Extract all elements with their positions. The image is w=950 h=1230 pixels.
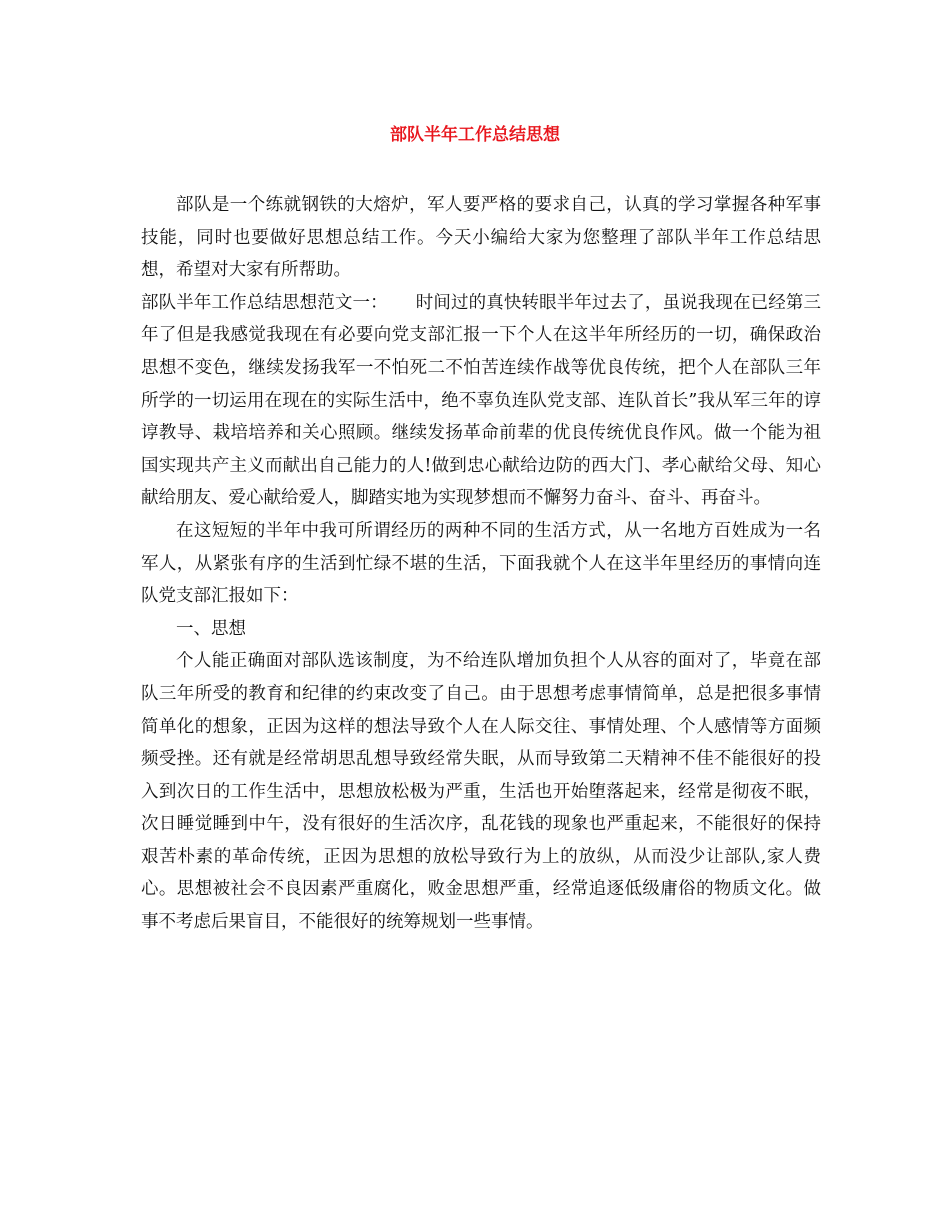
section-heading: 一、思想 bbox=[176, 618, 246, 639]
document-body bbox=[141, 189, 821, 939]
paragraph-1-text: 时间过的真快转眼半年过去了，虽说我现在已经第三年了但是我感觉我现在有必要向党支部汇报一下个人在这半年所经历的一切，确保政治思想不变色，继续发扬我军一不怕死二不怕苦连续作战等优良传统，把个人在部队三年所学的一切运用在现在的实际生活中，绝不辜负连队党支部、连队首长”我从军三年的谆谆教导、栽培培养和关心照顾。继续发扬革命前辈的优良传统优良作风。做一个能为祖国实现共产主义而献出自己能力的人!做到忠心献给边防的西大门、孝心献给父母、知心献给朋友、爱心献给爱人，脚踏实地为实现梦想而不懈努力奋斗、奋斗、再奋斗。 bbox=[141, 292, 821, 509]
intro-paragraph: 部队是一个练就钢铁的大熔炉，军人要严格的要求自己，认真的学习掌握各种军事技能，同时也要做好思想总结工作。今天小编给大家为您整理了部队半年工作总结思想，希望对大家有所帮助。 bbox=[141, 195, 821, 281]
paragraph-3: 个人能正确面对部队选该制度，为不给连队增加负担个人从容的面对了，毕竟在部队三年所受的教育和纪律的约束改变了自己。由于思想考虑事情简单，总是把很多事情简单化的想象，正因为这样的想法导致个人在人际交往、事情处理、个人感情等方面频频受挫。还有就是经常胡思乱想导致经常失眠，从而导致第二天精神不佳不能很好的投入到次日的工作生活中，思想放松极为严重，生活也开始堕落起来，经常是彻夜不眠，次日睡觉睡到中午，没有很好的生活次序，乱花钱的现象也严重起来，不能很好的保持艰苦朴素的革命传统，正因为思想的放松导致行为上的放纵，从而没少让部队,家人费心。思想被社会不良因素严重腐化，败金思想严重，经常追逐低级庸俗的物质文化。做事不考虑后果盲目，不能很好的统筹规划一些事情。 bbox=[141, 651, 821, 933]
sample-label: 部队半年工作总结思想范文一： bbox=[141, 292, 388, 313]
document-title: 部队半年工作总结思想 bbox=[390, 125, 560, 145]
sample-paragraph bbox=[141, 287, 821, 515]
paragraph-2: 在这短短的半年中我可所谓经历的两种不同的生活方式，从一名地方百姓成为一名军人，从紧张有序的生活到忙绿不堪的生活，下面我就个人在这半年里经历的事情向连队党支部汇报如下： bbox=[141, 520, 821, 607]
